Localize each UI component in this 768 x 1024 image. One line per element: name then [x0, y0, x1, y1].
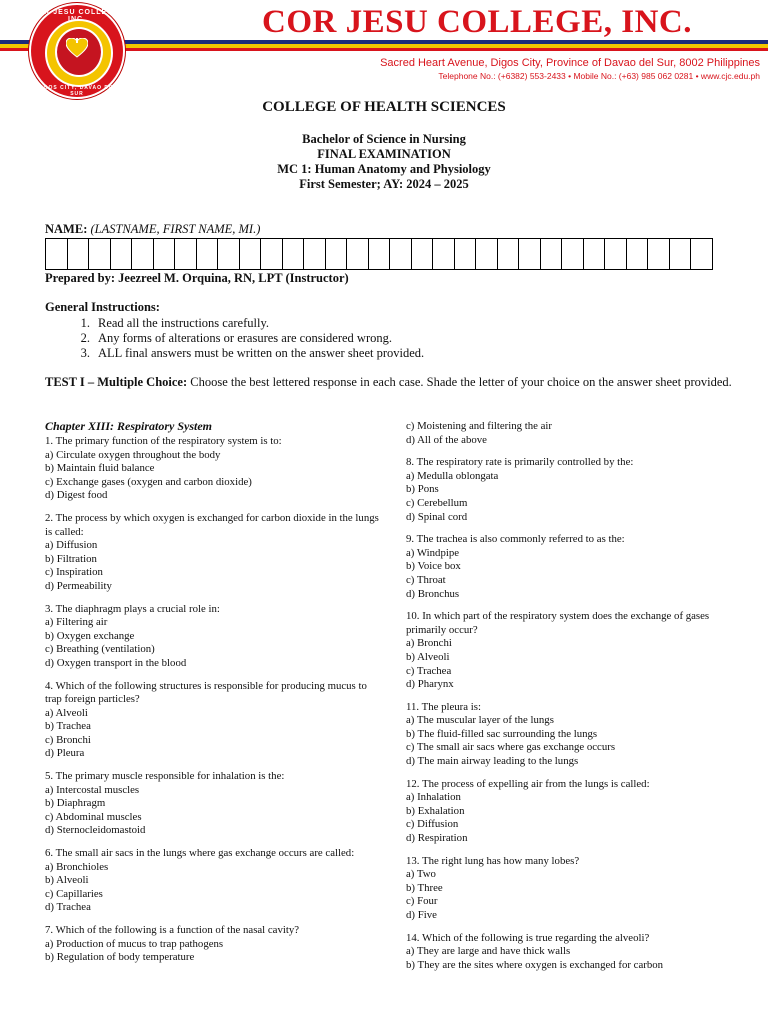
question-item	[45, 680, 385, 762]
name-letter-box[interactable]	[691, 238, 713, 270]
answer-option: b) Maintain fluid balance	[45, 462, 155, 475]
question-item	[406, 932, 736, 973]
question-stem: 9. The trachea is also commonly referred to as the:	[406, 533, 625, 546]
instruction-text: ALL final answers must be written on the answer sheet provided.	[98, 346, 425, 360]
name-letter-box[interactable]	[433, 238, 455, 270]
instruction-item	[45, 346, 424, 361]
answer-option: b) Diaphragm	[45, 797, 106, 810]
name-letter-box[interactable]	[412, 238, 434, 270]
test-label: TEST I – Multiple Choice:	[45, 375, 188, 389]
question-stem: 11. The pleura is:	[406, 700, 481, 713]
name-letter-box[interactable]	[132, 238, 154, 270]
name-letter-box[interactable]	[670, 238, 692, 270]
question-stem: 8. The respiratory rate is primarily controlled by the:	[406, 456, 634, 469]
name-letter-box[interactable]	[584, 238, 606, 270]
answer-option: d) Respiration	[406, 832, 468, 845]
answer-option: a) Diffusion	[45, 539, 98, 552]
answer-option: d) Spinal cord	[406, 510, 468, 523]
question-stem: 1. The primary function of the respiratory system is to:	[45, 435, 282, 447]
answer-option: b) Oxygen exchange	[45, 629, 135, 642]
answer-option: a) Production of mucus to trap pathogens	[45, 937, 224, 950]
answer-option: d) Five	[406, 909, 437, 921]
question-item	[45, 512, 385, 594]
name-letter-box[interactable]	[476, 238, 498, 270]
name-letter-box[interactable]	[261, 238, 283, 270]
name-letter-box[interactable]	[197, 238, 219, 270]
answer-option: c) Four	[406, 895, 438, 908]
name-letter-box[interactable]	[89, 238, 111, 270]
answer-option: c) Capillaries	[45, 887, 103, 900]
question-item	[406, 701, 736, 769]
department-title: COLLEGE OF HEALTH SCIENCES	[262, 99, 506, 115]
prepared-by: Prepared by: Jeezreel M. Orquina, RN, LPT (Instructor)	[45, 271, 349, 285]
answer-option: d) The main airway leading to the lungs	[406, 755, 579, 768]
question-item	[406, 610, 736, 692]
seal-top-text: COR JESU COLLEGE, INC.	[31, 9, 123, 23]
answer-option: a) Bronchioles	[45, 860, 109, 873]
program-title: Bachelor of Science in Nursing	[302, 132, 466, 146]
answer-option: a) Intercostal muscles	[45, 783, 140, 796]
instruction-number: 2.	[80, 331, 90, 345]
answer-option: d) Pleura	[45, 747, 85, 760]
instruction-item	[45, 331, 424, 346]
sacred-heart-icon	[66, 38, 88, 58]
test-heading	[45, 375, 735, 390]
answer-option: b) Pons	[406, 483, 439, 496]
name-letter-box[interactable]	[283, 238, 305, 270]
answer-option: a) Bronchi	[406, 637, 452, 650]
name-letter-box[interactable]	[455, 238, 477, 270]
question-item	[406, 533, 736, 601]
college-contacts: Telephone No.: (+6382) 553-2433 • Mobile No.: (+63) 985 062 0281 • www.cjc.edu.ph	[438, 71, 760, 81]
question-stem: 5. The primary muscle responsible for inhalation is the:	[45, 770, 285, 783]
name-entry-boxes[interactable]	[45, 238, 713, 270]
name-letter-box[interactable]	[498, 238, 520, 270]
name-letter-box[interactable]	[326, 238, 348, 270]
general-instructions-list	[45, 316, 424, 361]
answer-option: b) Regulation of body temperature	[45, 951, 195, 964]
answer-option: d) Permeability	[45, 579, 112, 592]
question-stem: 12. The process of expelling air from the lungs is called:	[406, 777, 650, 790]
name-letter-box[interactable]	[68, 238, 90, 270]
answer-option: c) Moistening and filtering the air	[406, 420, 553, 432]
question-item	[45, 770, 385, 838]
answer-option: b) Alveoli	[406, 650, 450, 663]
question-item	[45, 847, 385, 915]
answer-option: a) Medulla oblongata	[406, 469, 499, 482]
question-stem: 14. Which of the following is true regarding the alveoli?	[406, 931, 650, 944]
question-item	[45, 924, 385, 965]
name-letter-box[interactable]	[347, 238, 369, 270]
general-instructions-heading: General Instructions:	[45, 300, 160, 314]
question-stem: 13. The right lung has how many lobes?	[406, 854, 580, 867]
chapter-heading: Chapter XIII: Respiratory System	[45, 419, 213, 433]
name-letter-box[interactable]	[390, 238, 412, 270]
answer-option: d) Sternocleidomastoid	[45, 824, 146, 837]
name-letter-box[interactable]	[562, 238, 584, 270]
answer-option: b) Alveoli	[45, 874, 89, 887]
answer-option: a) The muscular layer of the lungs	[406, 714, 554, 727]
answer-option: c) Cerebellum	[406, 496, 468, 509]
name-letter-box[interactable]	[304, 238, 326, 270]
seal-bottom-text: DIGOS CITY, DAVAO DEL SUR	[36, 85, 118, 97]
question-stem: 4. Which of the following structures is responsible for producing mucus to trap foreign particles?	[45, 679, 367, 706]
answer-option: b) Voice box	[406, 560, 461, 573]
answer-option: c) Breathing (ventilation)	[45, 643, 155, 656]
name-letter-box[interactable]	[648, 238, 670, 270]
answer-option: a) Filtering air	[45, 616, 108, 629]
questions-right-column	[406, 420, 736, 981]
name-letter-box[interactable]	[218, 238, 240, 270]
question-stem: 3. The diaphragm plays a crucial role in:	[45, 602, 220, 615]
name-hint: (LASTNAME, FIRST NAME, MI.)	[90, 222, 261, 236]
answer-option: b) Three	[406, 881, 443, 894]
college-address: Sacred Heart Avenue, Digos City, Province of Davao del Sur, 8002 Philippines	[380, 57, 760, 69]
answer-option: b) They are the sites where oxygen is exchanged for carbon	[406, 958, 664, 971]
name-label-line	[45, 222, 260, 237]
answer-option: c) Abdominal muscles	[45, 810, 142, 823]
answer-option: c) The small air sacs where gas exchange occurs	[406, 741, 616, 754]
question-item	[406, 420, 736, 447]
answer-option: a) Circulate oxygen throughout the body	[45, 448, 221, 461]
answer-option: c) Inspiration	[45, 566, 103, 579]
name-label: NAME:	[45, 222, 88, 236]
answer-option: c) Throat	[406, 573, 446, 586]
instruction-text: Any forms of alterations or erasures are considered wrong.	[98, 331, 392, 345]
answer-option: c) Diffusion	[406, 818, 459, 831]
answer-option: d) Trachea	[45, 901, 91, 914]
question-stem: 2. The process by which oxygen is exchanged for carbon dioxide in the lungs is called:	[45, 511, 379, 538]
college-seal-logo	[31, 5, 123, 97]
term-title: First Semester; AY: 2024 – 2025	[299, 177, 469, 191]
instruction-number: 1.	[80, 316, 90, 330]
answer-option: c) Bronchi	[45, 733, 91, 746]
answer-option: d) Pharynx	[406, 678, 454, 691]
answer-option: d) Digest food	[45, 489, 108, 502]
answer-option: b) Exhalation	[406, 804, 465, 817]
name-letter-box[interactable]	[627, 238, 649, 270]
questions-left-column	[45, 420, 385, 974]
name-letter-box[interactable]	[519, 238, 541, 270]
instruction-item	[45, 316, 424, 331]
name-letter-box[interactable]	[175, 238, 197, 270]
exam-title: FINAL EXAMINATION	[317, 147, 451, 161]
course-title: MC 1: Human Anatomy and Physiology	[277, 162, 491, 176]
answer-option: b) Trachea	[45, 720, 91, 733]
name-letter-box[interactable]	[605, 238, 627, 270]
answer-option: a) Two	[406, 868, 436, 881]
answer-option: a) Inhalation	[406, 791, 461, 804]
question-item	[45, 603, 385, 671]
question-stem: 6. The small air sacs in the lungs where gas exchange occurs are called:	[45, 847, 355, 860]
letterhead	[0, 0, 768, 97]
answer-option: b) Filtration	[45, 552, 97, 565]
answer-option: d) Oxygen transport in the blood	[45, 656, 187, 669]
answer-option: d) Bronchus	[406, 587, 460, 600]
name-letter-box[interactable]	[46, 238, 68, 270]
name-letter-box[interactable]	[541, 238, 563, 270]
answer-option: c) Exchange gases (oxygen and carbon dioxide)	[45, 475, 252, 488]
question-stem: 10. In which part of the respiratory system does the exchange of gases primarily occur?	[406, 610, 710, 636]
name-letter-box[interactable]	[240, 238, 262, 270]
instruction-text: Read all the instructions carefully.	[98, 316, 270, 330]
name-letter-box[interactable]	[111, 238, 133, 270]
question-item	[406, 778, 736, 846]
answer-option: a) Alveoli	[45, 706, 88, 719]
question-stem: 7. Which of the following is a function of the nasal cavity?	[45, 924, 300, 936]
college-name: COR JESU COLLEGE, INC.	[262, 4, 692, 40]
instruction-number: 3.	[80, 346, 90, 360]
answer-option: a) They are large and have thick walls	[406, 945, 571, 958]
answer-option: c) Trachea	[406, 664, 452, 677]
test-instruction: Choose the best lettered response in each case. Shade the letter of your choice on the answer sheet provided.	[187, 375, 732, 389]
question-item	[406, 456, 736, 524]
question-item	[45, 435, 385, 503]
name-letter-box[interactable]	[154, 238, 176, 270]
answer-option: a) Windpipe	[406, 546, 460, 559]
question-item	[406, 855, 736, 923]
answer-option: d) All of the above	[406, 433, 487, 446]
name-letter-box[interactable]	[369, 238, 391, 270]
answer-option: b) The fluid-filled sac surrounding the lungs	[406, 727, 598, 740]
